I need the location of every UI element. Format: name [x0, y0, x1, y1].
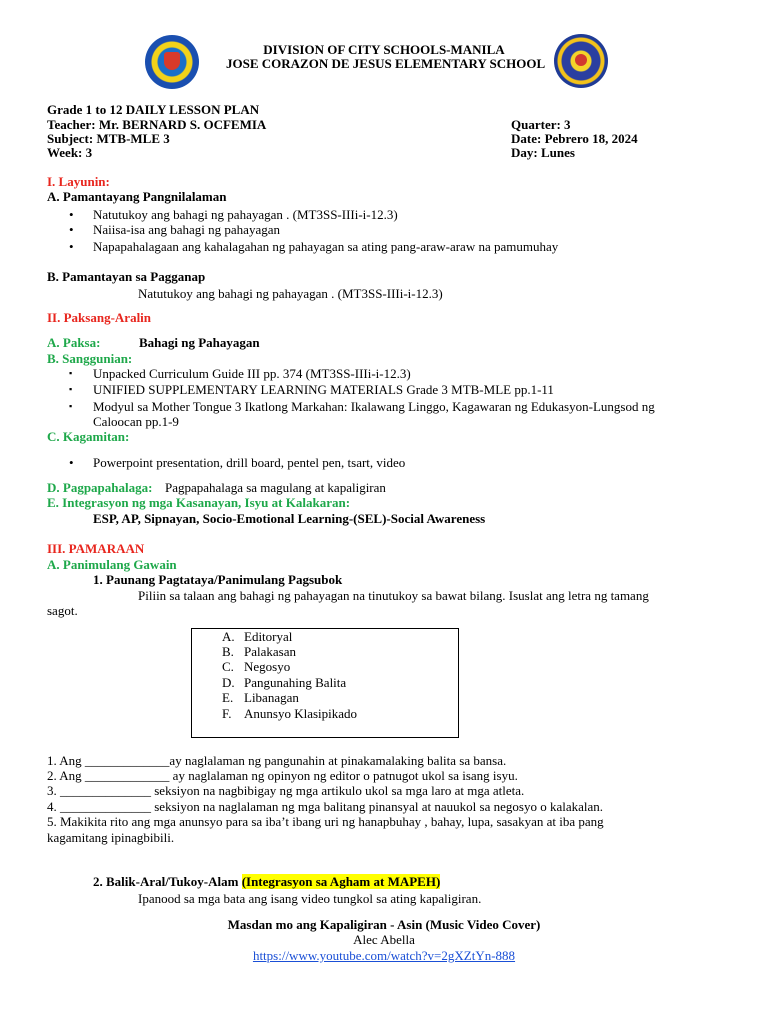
choice-letter: D. — [222, 675, 235, 690]
division-title: DIVISION OF CITY SCHOOLS-MANILA — [263, 42, 505, 57]
week: Week: 3 — [47, 145, 93, 160]
section-2-title: II. Paksang-Aralin — [47, 310, 152, 325]
item-2-text: Ipanood sa mga bata ang isang video tungkol sa ating kapaligiran. — [138, 891, 482, 906]
question-2: 2. Ang _____________ ay naglalaman ng opinyon ng editor o patnugot ukol sa isang isyu. — [47, 768, 518, 783]
choice-letter: E. — [222, 690, 234, 705]
sanggunian-label: B. Sanggunian: — [47, 351, 133, 366]
question-3: 3. ______________ seksiyon na nagbibigay ng mga artikulo ukol sa mga laro at mga atleta. — [47, 783, 525, 798]
quarter: Quarter: 3 — [511, 117, 571, 132]
date: Date: Pebrero 18, 2024 — [511, 131, 638, 146]
item-1-title: 1. Paunang Pagtataya/Panimulang Pagsubok — [93, 572, 343, 587]
video-author: Alec Abella — [353, 932, 415, 947]
choice-text: Libanagan — [244, 690, 299, 705]
subject: Subject: MTB-MLE 3 — [47, 131, 170, 146]
item-1-instruction-continued: sagot. — [47, 603, 78, 618]
kagamitan-item: • Powerpoint presentation, drill board, pentel pen, tsart, video — [93, 455, 405, 470]
reference-3: ▪ Modyul sa Mother Tongue 3 Ikatlong Markahan: Ikalawang Linggo, Kagawaran ng Edukasyon-Lungsod ng — [93, 399, 655, 414]
reference-2: ▪ UNIFIED SUPPLEMENTARY LEARNING MATERIALS Grade 3 MTB-MLE pp.1-11 — [93, 382, 554, 397]
kagamitan-label: C. Kagamitan: — [47, 429, 130, 444]
video-link-row — [0, 948, 768, 963]
section-1-title: I. Layunin: — [47, 174, 110, 189]
objective-1: • Natutukoy ang bahagi ng pahayagan . (MT3SS-IIIi-i-12.3) — [93, 207, 398, 222]
teacher: Teacher: Mr. BERNARD S. OCFEMIA — [47, 117, 267, 132]
choice-letter: A. — [222, 629, 235, 644]
item-2-title-text: 2. Balik-Aral/Tukoy-Alam — [93, 874, 239, 889]
pagpapahalaga-value: Pagpapahalaga sa magulang at kapaligiran — [165, 480, 386, 495]
section-1b-title: B. Pamantayan sa Pagganap — [47, 269, 206, 284]
item-1-instruction: Piliin sa talaan ang bahagi ng pahayagan na tinutukoy sa bawat bilang. Isuslat ang letra ng tamang — [138, 588, 649, 603]
choice-text: Negosyo — [244, 659, 291, 674]
paksa-value: Bahagi ng Pahayagan — [139, 335, 260, 350]
panimulang-gawain-title: A. Panimulang Gawain — [47, 557, 177, 572]
question-4: 4. ______________ seksiyon na naglalaman ng mga balitang pinansyal at nauukol sa negosyo o kalakalan. — [47, 799, 603, 814]
choice-text: Editoryal — [244, 629, 293, 644]
choice-text: Palakasan — [244, 644, 296, 659]
section-1b-text: Natutukoy ang bahagi ng pahayagan . (MT3SS-IIIi-i-12.3) — [138, 286, 443, 301]
section-3-title: III. PAMARAAN — [47, 541, 145, 556]
item-2-highlight: (Integrasyon sa Agham at MAPEH) — [241, 874, 441, 889]
choice-letter: B. — [222, 644, 234, 659]
reference-1: ▪ Unpacked Curriculum Guide III pp. 374 (MT3SS-IIIi-i-12.3) — [93, 366, 411, 381]
choice-text: Anunsyo Klasipikado — [244, 706, 358, 721]
choice-text: Pangunahing Balita — [244, 675, 347, 690]
choices-box — [191, 628, 459, 738]
choice-letter: C. — [222, 659, 234, 674]
objective-2: • Naiisa-isa ang bahagi ng pahayagan — [93, 222, 280, 237]
integrasyon-value: ESP, AP, Sipnayan, Socio-Emotional Learning-(SEL)-Social Awareness — [93, 511, 486, 526]
paksa-label: A. Paksa: — [47, 335, 101, 350]
video-title: Masdan mo ang Kapaligiran - Asin (Music Video Cover) — [227, 917, 541, 932]
pagpapahalaga-label: D. Pagpapahalaga: — [47, 480, 153, 495]
objective-3: • Napapahalagaan ang kahalagahan ng pahayagan sa ating pang-araw-araw na pamumuhay — [93, 239, 558, 254]
reference-3-continued: Caloocan pp.1-9 — [93, 414, 179, 429]
school-name: JOSE CORAZON DE JESUS ELEMENTARY SCHOOL — [226, 56, 546, 71]
integrasyon-label: E. Integrasyon ng mga Kasanayan, Isyu at Kalakaran: — [47, 495, 351, 510]
question-5: 5. Makikita rito ang mga anunsyo para sa iba’t ibang uri ng hanapbuhay , bahay, lupa, sasakyan at iba pang — [47, 814, 604, 829]
day: Day: Lunes — [511, 145, 575, 160]
item-2-title — [93, 874, 440, 889]
question-1: 1. Ang _____________ay naglalaman ng pangunahin at pinakamalaking balita sa bansa. — [47, 753, 507, 768]
video-link[interactable]: https://www.youtube.com/watch?v=2gXZtYn-888 — [252, 948, 516, 963]
section-1a-title: A. Pamantayang Pangnilalaman — [47, 189, 227, 204]
question-5-continued: kagamitang ipinagbibili. — [47, 830, 175, 845]
plan-title: Grade 1 to 12 DAILY LESSON PLAN — [47, 102, 260, 117]
choice-letter: F. — [222, 706, 232, 721]
